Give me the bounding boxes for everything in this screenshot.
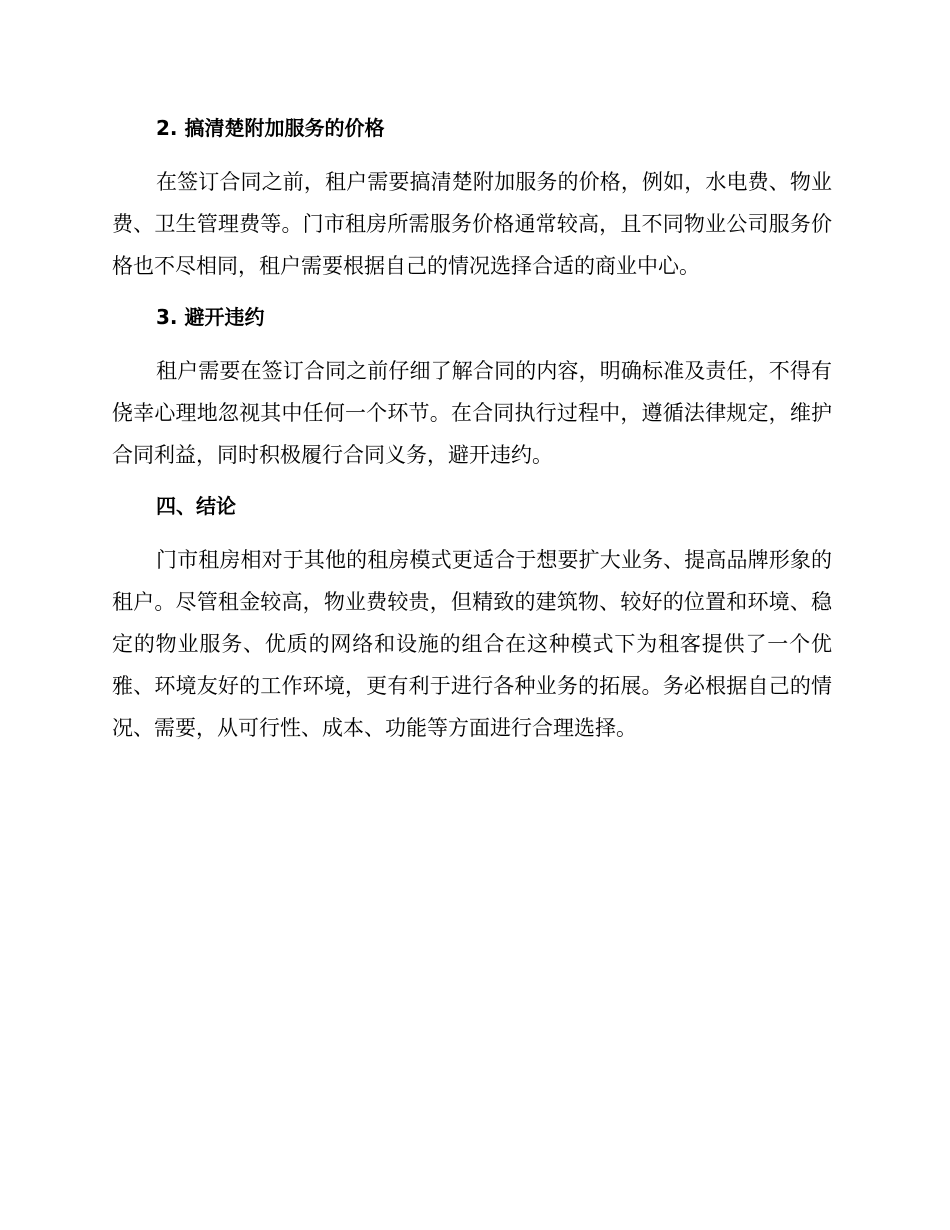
section-paragraph-avoid-breach: 租户需要在签订合同之前仔细了解合同的内容，明确标准及责任，不得有侥幸心理地忽视其中任何一个环节。在合同执行过程中，遵循法律规定，维护合同利益，同时积极履行合同义务，避开违约。 [112,359,832,467]
section-paragraph-conclusion: 门市租房相对于其他的租房模式更适合于想要扩大业务、提高品牌形象的租户。尽管租金较高，物业费较贵，但精致的建筑物、较好的位置和环境、稳定的物业服务、优质的网络和设施的组合在这种模式下为租客提供了一个优雅、环境友好的工作环境，更有利于进行各种业务的拓展。务必根据自己的情况、需要，从可行性、成本、功能等方面进行合理选择。 [112,548,832,740]
section-heading-conclusion: 四、结论 [156,494,236,518]
section-heading-additional-service-price: 2. 搞清楚附加服务的价格 [156,116,385,140]
section-paragraph-additional-service-price: 在签订合同之前，租户需要搞清楚附加服务的价格，例如，水电费、物业费、卫生管理费等。门市租房所需服务价格通常较高，且不同物业公司服务价格也不尽相同，租户需要根据自己的情况选择合适的商业中心。 [112,170,832,278]
document-body [112,108,832,759]
section-heading-avoid-breach: 3. 避开违约 [156,305,265,329]
